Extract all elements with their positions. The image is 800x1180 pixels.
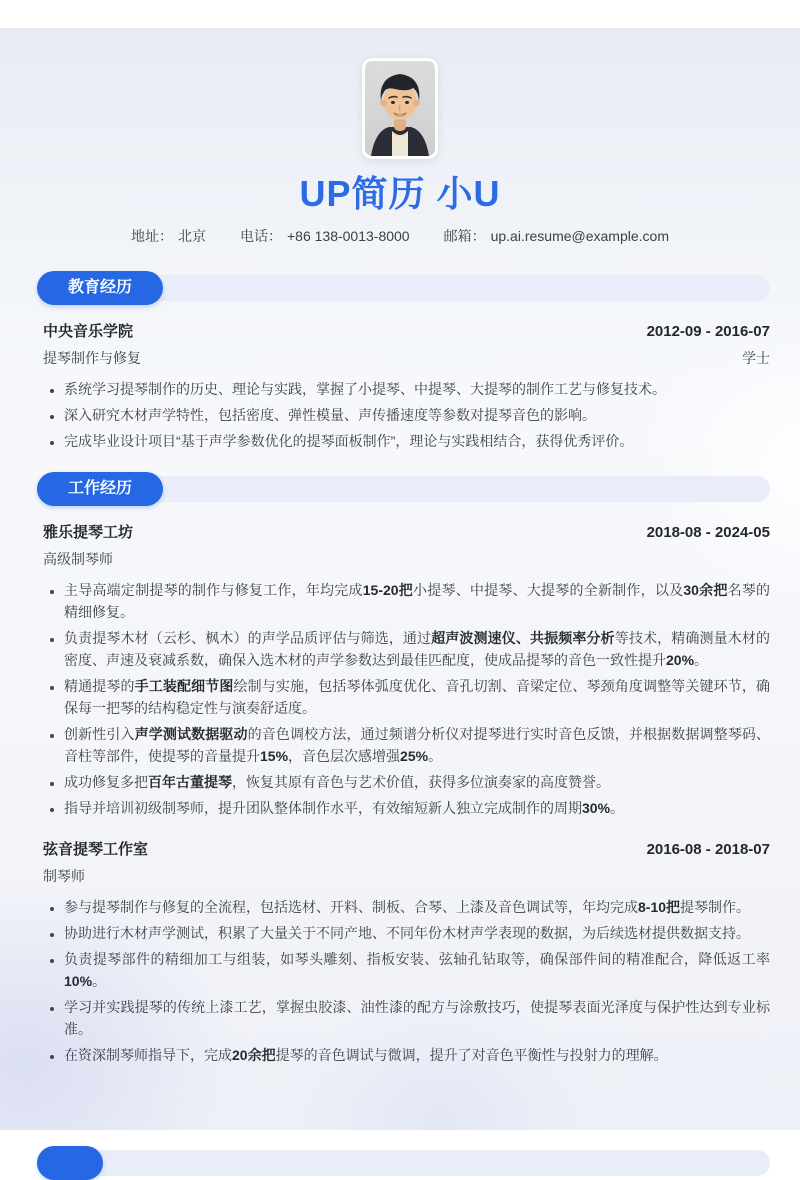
contact-phone-label: 电话： — [239, 228, 282, 244]
bullet-text: 。 — [428, 748, 443, 764]
entry-date: 2016-08 - 2018-07 — [646, 841, 770, 858]
profile-photo — [362, 58, 438, 159]
contact-address-label: 地址： — [130, 228, 173, 244]
bullet-text: 完成毕业设计项目“基于声学参数优化的提琴面板制作”，理论与实践相结合，获得优秀评价。 — [64, 433, 634, 449]
portrait-illustration — [365, 61, 435, 156]
bullet-text: 学习并实践提琴的传统上漆工艺，掌握虫胶漆、油性漆的配方与涂敷技巧，使提琴表面光泽度与保护性达到专业标准。 — [64, 999, 770, 1037]
bullet-text: 的音色调校方法，通过频谱分析仪对提琴进行实时音色反馈，并根据数据调整琴码、音柱等部件，使提琴的音量提升 — [64, 726, 771, 764]
bullet-text: 小提琴、中提琴、大提琴的全新制作，以及 — [413, 582, 684, 598]
bullet-item — [64, 948, 770, 992]
entry-date: 2018-08 - 2024-05 — [646, 524, 770, 541]
section-bar-partial — [37, 1150, 770, 1176]
bullet-item — [64, 627, 770, 671]
resume-section — [37, 476, 770, 1066]
bullet-text: 。 — [92, 973, 107, 989]
entry-name: 雅乐提琴工坊 — [43, 524, 134, 541]
resume-entry — [37, 523, 770, 819]
bullet-text: 指导并培训初级制琴师，提升团队整体制作水平，有效缩短新人独立完成制作的周期 — [64, 800, 582, 816]
resume-title: UP简历 小U — [299, 173, 501, 214]
contact-email-value: up.ai.resume@example.com — [490, 228, 669, 244]
resume-sections — [0, 275, 800, 1066]
bullet-item — [64, 579, 770, 623]
resume-section — [37, 275, 770, 452]
entry-subtitle-row — [43, 349, 770, 367]
bullet-item — [64, 1044, 770, 1066]
bullet-text: 在资深制琴师指导下，完成 — [64, 1047, 232, 1063]
bullet-highlight: 15-20把 — [362, 582, 414, 598]
contact-phone — [240, 227, 410, 245]
bullet-text: 。 — [610, 800, 625, 816]
bullet-text: 主导高端定制提琴的制作与修复工作，年均完成 — [64, 582, 363, 598]
bullet-highlight: 百年古董提琴 — [148, 774, 232, 790]
bullet-text: 提琴制作。 — [680, 899, 751, 915]
bullet-highlight: 30% — [582, 800, 611, 816]
bullet-list — [43, 579, 770, 819]
contact-row — [0, 227, 800, 245]
bullet-item — [64, 797, 770, 819]
bullet-text: 提琴的音色调试与微调，提升了对音色平衡性与投射力的理解。 — [275, 1047, 668, 1063]
bullet-text: 负责提琴木材（云杉、枫木）的声学品质评估与筛选，通过 — [64, 630, 432, 646]
bullet-highlight: 15% — [260, 748, 289, 764]
resume-canvas — [0, 28, 800, 1130]
contact-email-label: 邮箱： — [443, 228, 486, 244]
entry-role: 制琴师 — [43, 868, 85, 884]
bullet-text: 成功修复多把 — [64, 774, 148, 790]
contact-phone-value: +86 138-0013-8000 — [286, 228, 410, 244]
section-header-partial — [37, 1120, 770, 1176]
resume-entry — [37, 840, 770, 1066]
contact-address — [131, 227, 206, 245]
bullet-item — [64, 675, 770, 719]
entry-role: 高级制琴师 — [43, 551, 113, 567]
bullet-highlight: 10% — [64, 973, 93, 989]
bullet-item — [64, 430, 770, 452]
bullet-list — [43, 896, 770, 1066]
bullet-item — [64, 771, 770, 793]
bullet-text: 负责提琴部件的精细加工与组装，如琴头雕刻、指板安装、弦轴孔钻取等，确保部件间的精准配合，降低返工率 — [64, 951, 770, 967]
bullet-text: 深入研究木材声学特性，包括密度、弹性模量、声传播速度等参数对提琴音色的影响。 — [64, 407, 596, 423]
entry-name: 中央音乐学院 — [43, 323, 134, 340]
entry-date: 2012-09 - 2016-07 — [646, 323, 770, 340]
bullet-text: 系统学习提琴制作的历史、理论与实践，掌握了小提琴、中提琴、大提琴的制作工艺与修复技术。 — [64, 381, 666, 397]
bullet-highlight: 手工装配细节图 — [134, 678, 234, 694]
bullet-text: 等技术，精确测量木材的密度、声速及衰减系数，确保入选木材的声学参数达到最佳匹配度，使成品提琴的音色一致性提升 — [64, 630, 771, 668]
contact-email — [444, 227, 669, 245]
contact-address-value: 北京 — [177, 228, 206, 244]
section-badge-partial — [37, 1146, 103, 1180]
bullet-highlight: 30余把 — [683, 582, 728, 598]
bullet-text: 。 — [694, 652, 709, 668]
bullet-highlight: 25% — [400, 748, 429, 764]
entry-subtitle-row — [43, 550, 770, 568]
section-header — [37, 275, 770, 301]
bullet-item — [64, 996, 770, 1040]
bullet-text: 创新性引入 — [64, 726, 135, 742]
profile-photo-image — [365, 61, 435, 156]
entry-subtitle-row — [43, 867, 770, 885]
bullet-highlight: 超声波测速仪、共振频率分析 — [431, 630, 615, 646]
entry-name: 弦音提琴工作室 — [43, 841, 149, 858]
bullet-item — [64, 922, 770, 944]
bullet-text: ，音色层次感增强 — [288, 748, 401, 764]
bullet-text: 名琴的精细修复。 — [64, 582, 771, 620]
section-badge: 工作经历 — [37, 472, 163, 506]
bullet-text: 精通提琴的 — [64, 678, 135, 694]
entry-title-row — [43, 840, 770, 859]
bullet-text: ，恢复其原有音色与艺术价值，获得多位演奏家的高度赞誉。 — [232, 774, 610, 790]
bullet-highlight: 8-10把 — [638, 899, 681, 915]
bullet-item — [64, 723, 770, 767]
bullet-highlight: 20% — [666, 652, 695, 668]
resume-entry — [37, 322, 770, 452]
bullet-item — [64, 378, 770, 400]
bullet-list — [43, 378, 770, 452]
entry-title-row — [43, 322, 770, 341]
bullet-text: 绘制与实施，包括琴体弧度优化、音孔切割、音梁定位、琴颈角度调整等关键环节，确保每一把琴的结构稳定性与演奏舒适度。 — [64, 678, 771, 716]
entry-degree: 学士 — [742, 350, 770, 366]
bullet-text: 协助进行木材声学测试，积累了大量关于不同产地、不同年份木材声学表现的数据，为后续选材提供数据支持。 — [64, 925, 750, 941]
bullet-highlight: 声学测试数据驱动 — [134, 726, 248, 742]
bullet-highlight: 20余把 — [232, 1047, 276, 1063]
bullet-text: 参与提琴制作与修复的全流程，包括选材、开料、制板、合琴、上漆及音色调试等，年均完成 — [64, 899, 638, 915]
bullet-item — [64, 404, 770, 426]
section-badge: 教育经历 — [37, 271, 163, 305]
entry-role: 提琴制作与修复 — [43, 350, 141, 366]
entry-title-row — [43, 523, 770, 542]
bullet-item — [64, 896, 770, 918]
section-header — [37, 476, 770, 502]
